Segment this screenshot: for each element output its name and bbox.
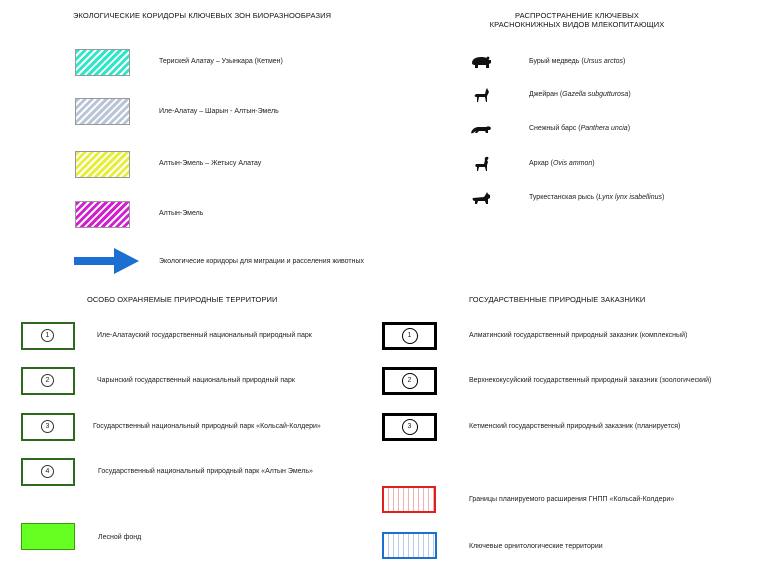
species-name: Снежный барс — [529, 125, 577, 132]
corridor-legend-item — [75, 98, 130, 125]
corridor-legend-item — [75, 201, 130, 228]
species-name: Джейран — [529, 91, 558, 98]
corridor-legend-item — [75, 49, 130, 76]
species-title-line2: КРАСНОКНИЖНЫХ ВИДОВ МЛЕКОПИТАЮЩИХ — [489, 20, 665, 29]
corridor-label-2: Иле-Алатау – Шарын - Алтын-Эмель — [159, 108, 279, 115]
reserves-title: ГОСУДАРСТВЕННЫЕ ПРИРОДНЫЕ ЗАКАЗНИКИ — [469, 295, 646, 304]
reserve-number: 1 — [402, 328, 418, 344]
reserve-number: 3 — [402, 419, 418, 435]
corridor-legend-item — [75, 151, 130, 178]
park-expansion-swatch — [382, 486, 436, 513]
lynx-icon — [470, 190, 492, 206]
species-latin: Ovis ammon — [552, 160, 593, 167]
species-latin: Lynx lynx isabellinus — [598, 194, 663, 201]
species-latin: Panthera uncia — [580, 125, 628, 132]
park-symbol-3 — [21, 413, 75, 441]
species-name: Туркестанская рысь — [529, 194, 595, 201]
corridor-swatch-3 — [75, 151, 130, 178]
species-row: Туркестанская рысь (Lynx lynx isabellinus) — [529, 194, 665, 201]
ornithological-area-label: Ключевые орнитологические территории — [469, 543, 603, 550]
species-row: Архар (Ovis ammon) — [529, 160, 595, 167]
ornithological-area-swatch — [382, 532, 437, 559]
park-number: 2 — [41, 374, 54, 387]
species-name: Архар — [529, 160, 549, 167]
reserve-label-3: Кетменский государственный природный заказник (планируется) — [469, 423, 681, 430]
species-row: Бурый медведь (Ursus arctos) — [529, 58, 626, 65]
park-number: 1 — [41, 329, 54, 342]
park-symbol-2 — [21, 367, 75, 395]
corridor-swatch-4 — [75, 201, 130, 228]
forest-fund-label: Лесной фонд — [98, 534, 142, 541]
park-number: 3 — [41, 420, 54, 433]
reserve-label-2: Верхнекокусуйский государственный природный заказник (зоологический) — [469, 377, 712, 384]
corridor-label-1: Терискей Алатау – Узынкара (Кетмен) — [159, 58, 283, 65]
park-expansion-label: Границы планируемого расширения ГНПП «Кольсай-Колдери» — [469, 496, 675, 503]
park-symbol-1 — [21, 322, 75, 350]
reserve-label-1: Алматинский государственный природный заказник (комплексный) — [469, 332, 688, 339]
corridors-title: ЭКОЛОГИЧЕСКИЕ КОРИДОРЫ КЛЮЧЕВЫХ ЗОН БИОРАЗНООБРАЗИЯ — [73, 11, 332, 20]
reserve-symbol-1 — [382, 322, 437, 350]
species-title — [470, 11, 684, 29]
snow-leopard-icon — [470, 121, 492, 137]
park-number: 4 — [41, 465, 54, 478]
reserve-symbol-2 — [382, 367, 437, 395]
argali-icon — [470, 156, 492, 172]
corridor-swatch-2 — [75, 98, 130, 125]
migration-arrow-label: Экологичесие коридоры для миграции и расселения животных — [159, 258, 365, 265]
park-label-3: Государственный национальный природный парк «Кольсай-Колдери» — [93, 423, 321, 430]
gazelle-icon — [470, 87, 492, 103]
reserve-symbol-3 — [382, 413, 437, 441]
reserve-number: 2 — [402, 373, 418, 389]
species-row: Снежный барс (Panthera uncia) — [529, 125, 631, 132]
species-name: Бурый медведь — [529, 58, 580, 65]
species-latin: Ursus arctos — [583, 58, 623, 65]
park-symbol-4 — [21, 458, 75, 486]
bear-icon — [470, 54, 492, 70]
species-title-line1: РАСПРОСТРАНЕНИЕ КЛЮЧЕВЫХ — [514, 11, 640, 20]
species-row: Джейран (Gazella subgutturosa) — [529, 91, 631, 98]
park-label-4: Государственный национальный природный парк «Алтын Эмель» — [98, 468, 313, 475]
corridor-swatch-1 — [75, 49, 130, 76]
species-latin: Gazella subgutturosa — [562, 91, 629, 98]
park-label-1: Иле-Алатауский государственный национальный природный парк — [97, 332, 312, 339]
corridor-label-4: Алтын-Эмель — [159, 210, 204, 217]
corridor-label-3: Алтын-Эмель – Жетысу Алатау — [159, 160, 262, 167]
migration-arrow-icon — [74, 248, 140, 274]
forest-fund-swatch — [21, 523, 75, 550]
protected-title: ОСОБО ОХРАНЯЕМЫЕ ПРИРОДНЫЕ ТЕРРИТОРИИ — [87, 295, 278, 304]
park-label-2: Чарынский государственный национальный природный парк — [97, 377, 295, 384]
